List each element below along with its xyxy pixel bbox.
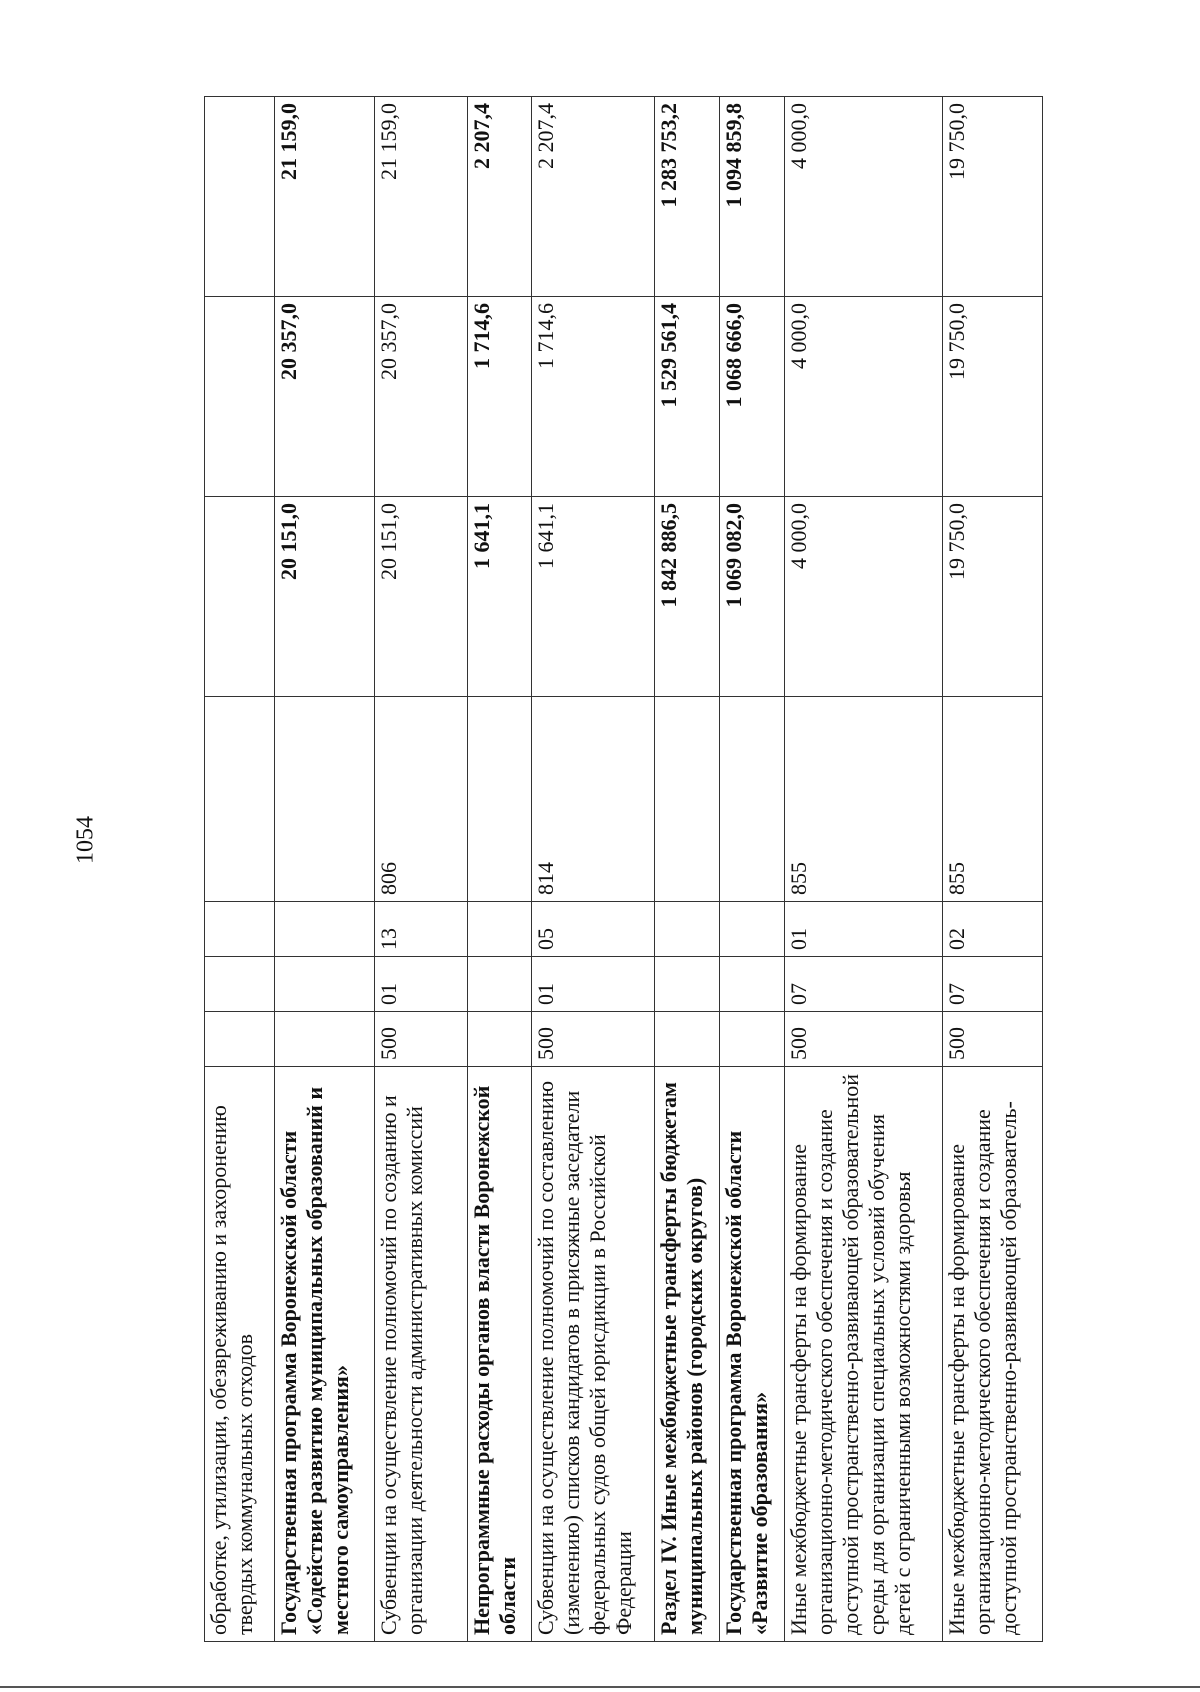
code-vr <box>205 697 275 902</box>
table-row <box>468 97 532 1642</box>
code-gr <box>275 1012 375 1067</box>
row-name: Государственная программа Воронежской области «Развитие образования» <box>720 1067 785 1642</box>
row-name: Непрограммные расходы органов власти Воронежской области <box>468 1067 532 1642</box>
row-name: Иные межбюджетные трансферты на формирование организационно-методического обеспечения и создание доступной пространственно-развивающей образовательной среды для организации специальных условий обучения детей с ограниченными возможностями здоровья <box>785 1067 943 1642</box>
code-rz: 01 <box>375 957 468 1012</box>
year1-value: 1 641,1 <box>532 497 655 697</box>
code-gr: 500 <box>375 1012 468 1067</box>
code-rz: 07 <box>943 957 1043 1012</box>
year3-value: 2 207,4 <box>532 97 655 297</box>
code-gr <box>468 1012 532 1067</box>
year2-value: 1 529 561,4 <box>655 297 720 497</box>
year2-value: 1 068 666,0 <box>720 297 785 497</box>
table-row <box>532 97 655 1642</box>
code-gr: 500 <box>943 1012 1043 1067</box>
year1-value <box>205 497 275 697</box>
code-rz <box>205 957 275 1012</box>
year1-value: 4 000,0 <box>785 497 943 697</box>
year1-value: 1 842 886,5 <box>655 497 720 697</box>
code-vr <box>655 697 720 902</box>
code-gr <box>720 1012 785 1067</box>
year2-value: 20 357,0 <box>275 297 375 497</box>
year2-value: 19 750,0 <box>943 297 1043 497</box>
year3-value: 21 159,0 <box>375 97 468 297</box>
code-gr <box>655 1012 720 1067</box>
year3-value: 2 207,4 <box>468 97 532 297</box>
code-pr <box>655 902 720 957</box>
code-vr <box>720 697 785 902</box>
page-number: 1054 <box>72 816 99 864</box>
year2-value: 4 000,0 <box>785 297 943 497</box>
row-name: Государственная программа Воронежской области «Содействие развитию муниципальных образований и местного самоуправления» <box>275 1067 375 1642</box>
table-row <box>205 97 275 1642</box>
year3-value: 21 159,0 <box>275 97 375 297</box>
code-pr: 01 <box>785 902 943 957</box>
code-vr <box>468 697 532 902</box>
code-pr: 05 <box>532 902 655 957</box>
code-rz: 01 <box>532 957 655 1012</box>
year2-value <box>205 297 275 497</box>
row-name: обработке, утилизации, обезвреживанию и захоронению твердых коммунальных отходов <box>205 1067 275 1642</box>
table-row <box>720 97 785 1642</box>
code-vr: 814 <box>532 697 655 902</box>
year1-value: 20 151,0 <box>275 497 375 697</box>
table-row <box>275 97 375 1642</box>
code-vr: 855 <box>943 697 1043 902</box>
code-pr: 13 <box>375 902 468 957</box>
table-row <box>943 97 1043 1642</box>
code-pr <box>720 902 785 957</box>
code-pr: 02 <box>943 902 1043 957</box>
table-row <box>375 97 468 1642</box>
year2-value: 20 357,0 <box>375 297 468 497</box>
table-row <box>655 97 720 1642</box>
year1-value: 20 151,0 <box>375 497 468 697</box>
code-rz <box>468 957 532 1012</box>
code-rz: 07 <box>785 957 943 1012</box>
year2-value: 1 714,6 <box>468 297 532 497</box>
code-rz <box>655 957 720 1012</box>
code-rz <box>275 957 375 1012</box>
year3-value <box>205 97 275 297</box>
code-gr: 500 <box>532 1012 655 1067</box>
year3-value: 19 750,0 <box>943 97 1043 297</box>
code-vr <box>275 697 375 902</box>
row-name: Раздел IV. Иные межбюджетные трансферты бюджетам муниципальных районов (городских округов) <box>655 1067 720 1642</box>
code-rz <box>720 957 785 1012</box>
code-pr <box>205 902 275 957</box>
year1-value: 1 069 082,0 <box>720 497 785 697</box>
page-bottom-rule <box>0 1686 1200 1688</box>
rotated-table-sheet <box>204 97 1104 1642</box>
code-pr <box>275 902 375 957</box>
code-gr <box>205 1012 275 1067</box>
code-vr: 806 <box>375 697 468 902</box>
year1-value: 19 750,0 <box>943 497 1043 697</box>
code-vr: 855 <box>785 697 943 902</box>
year2-value: 1 714,6 <box>532 297 655 497</box>
row-name: Субвенции на осуществление полномочий по составлению (изменению) списков кандидатов в присяжные заседатели федеральных судов общей юрисдикции в Российской Федерации <box>532 1067 655 1642</box>
row-name: Иные межбюджетные трансферты на формирование организационно-методического обеспечения и создание доступной пространственно-развивающей образователь- <box>943 1067 1043 1642</box>
year3-value: 1 283 753,2 <box>655 97 720 297</box>
year3-value: 1 094 859,8 <box>720 97 785 297</box>
year1-value: 1 641,1 <box>468 497 532 697</box>
code-gr: 500 <box>785 1012 943 1067</box>
code-pr <box>468 902 532 957</box>
table-row <box>785 97 943 1642</box>
row-name: Субвенции на осуществление полномочий по созданию и организации деятельности административных комиссий <box>375 1067 468 1642</box>
budget-table <box>204 96 1043 1642</box>
year3-value: 4 000,0 <box>785 97 943 297</box>
